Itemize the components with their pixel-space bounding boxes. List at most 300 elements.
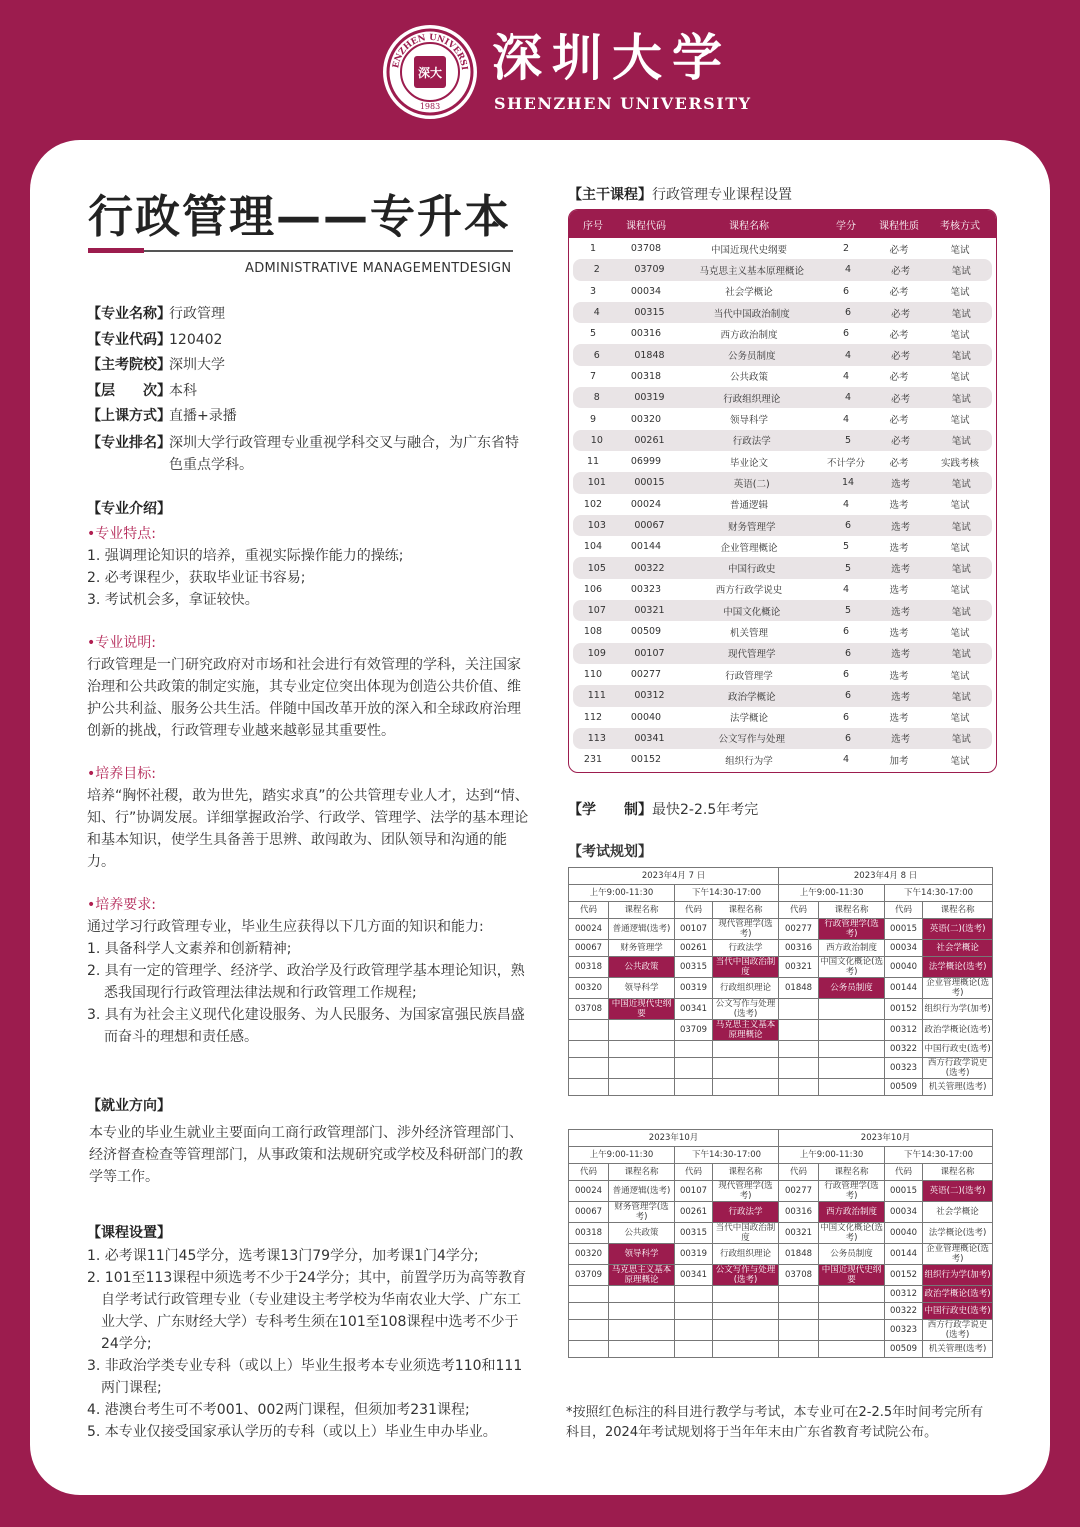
course-cell: 104 xyxy=(583,541,603,553)
exam-cell: 00024 xyxy=(569,919,609,940)
exam-cell: 上午9:00-11:30 xyxy=(569,1147,675,1164)
course-cell: 笔试 xyxy=(951,436,971,448)
main-courses-label: 【主干课程】行政管理专业课程设置 xyxy=(568,187,792,203)
exam-cell: 2023年4月 7 日 xyxy=(569,868,779,885)
course-cell: 5 xyxy=(842,541,850,553)
exam-cell: 03709 xyxy=(569,1265,609,1286)
course-cell: 00316 xyxy=(630,328,662,340)
goal-title: •培养目标: xyxy=(87,766,156,782)
exam-cell: 00277 xyxy=(779,1181,819,1202)
course-cell: 6 xyxy=(845,647,852,659)
exam-cell xyxy=(569,1286,609,1303)
course-row xyxy=(573,685,992,706)
course-cell: 公共政策 xyxy=(729,372,768,384)
exam-cell: 00067 xyxy=(569,1202,609,1223)
exam-cell: 下午14:30-17:00 xyxy=(885,1147,993,1164)
course-cell: 231 xyxy=(583,754,603,766)
exam-cell: 00509 xyxy=(885,1079,923,1096)
course-row xyxy=(573,557,992,578)
course-cell: 2 xyxy=(842,243,850,255)
exam-cell: 领导科学 xyxy=(609,978,675,999)
exam-cell xyxy=(569,1079,609,1096)
exam-cell: 03708 xyxy=(779,1265,819,1286)
exam-cell: 代码 xyxy=(675,1164,713,1181)
exam-row xyxy=(569,1079,993,1096)
course-cell: 中国近现代史纲要 xyxy=(710,244,787,256)
exam-cell: 课程名称 xyxy=(713,902,779,919)
course-cell: 00107 xyxy=(634,647,665,659)
exam-cell: 领导科学 xyxy=(609,1244,675,1265)
info-row: 【层 次】 本科 xyxy=(87,382,197,399)
course-cell: 6 xyxy=(845,690,852,702)
university-cn-name: 深圳大学 xyxy=(492,28,732,87)
course-table xyxy=(568,209,997,773)
course-cell: 00144 xyxy=(630,541,662,553)
exam-cell: 上午9:00-11:30 xyxy=(779,1147,885,1164)
exam-row xyxy=(569,1320,993,1341)
exam-row xyxy=(569,1303,993,1320)
course-cell: 选考 xyxy=(889,585,909,597)
course-cell: 中国行政史 xyxy=(727,564,776,576)
exam-cell: 2023年10月 xyxy=(569,1130,779,1147)
info-list xyxy=(87,302,532,476)
course-cell: 选考 xyxy=(889,670,909,682)
course-cell: 笔试 xyxy=(951,478,971,490)
course-cell: 3 xyxy=(589,285,597,297)
exam-cell: 00024 xyxy=(569,1181,609,1202)
course-cell: 00320 xyxy=(630,413,662,425)
intro-section xyxy=(87,498,532,1048)
course-cell: 西方政治制度 xyxy=(720,329,778,341)
course-cell: 笔试 xyxy=(950,585,970,597)
exam-row xyxy=(569,1341,993,1358)
course-cell: 00323 xyxy=(630,583,662,595)
exam-row xyxy=(569,1202,993,1223)
course-row xyxy=(573,302,992,323)
course-row xyxy=(569,621,996,642)
course-row xyxy=(573,600,992,621)
course-cell: 6 xyxy=(842,669,850,681)
seal-center: 深大 xyxy=(417,66,443,80)
course-cell: 6 xyxy=(842,711,850,723)
exam-cell: 课程名称 xyxy=(923,1164,993,1181)
exam-cell: 00320 xyxy=(569,978,609,999)
exam-cell: 行政法学 xyxy=(713,1202,779,1223)
course-row xyxy=(569,451,996,472)
course-cell: 106 xyxy=(583,583,603,595)
setup-item: 3. 非政治学类专业专科（或以上）毕业生报考本专业须选考110和111两门课程; xyxy=(87,1358,523,1396)
university-en-name: SHENZHEN UNIVERSITY xyxy=(494,94,752,113)
course-cell: 00015 xyxy=(634,477,665,489)
course-cell: 7 xyxy=(589,370,597,382)
feature-item: 1. 强调理论知识的培养，重视实际操作能力的操练; xyxy=(87,548,404,564)
course-cell: 必考 xyxy=(891,308,911,320)
exam-cell: 00107 xyxy=(675,1181,713,1202)
exam-cell xyxy=(779,1303,819,1320)
exam-cell: 行政管理学(选考) xyxy=(819,1181,885,1202)
course-row xyxy=(569,707,996,728)
exam-cell xyxy=(609,1286,675,1303)
course-cell: 4 xyxy=(845,264,852,276)
exam-cell: 代码 xyxy=(779,1164,819,1181)
exam-cell: 普通逻辑(选考) xyxy=(609,919,675,940)
exam-cell: 00316 xyxy=(779,940,819,957)
university-seal xyxy=(383,25,477,119)
course-cell: 笔试 xyxy=(950,287,970,299)
course-cell: 笔试 xyxy=(951,649,971,661)
req-intro: 通过学习行政管理专业，毕业生应获得以下几方面的知识和能力: xyxy=(87,919,484,935)
course-cell: 当代中国政治制度 xyxy=(713,308,790,320)
exam-row xyxy=(569,1020,993,1041)
course-cell: 笔试 xyxy=(950,670,970,682)
exam-cell: 公共政策 xyxy=(609,1223,675,1244)
exam-cell xyxy=(609,1341,675,1358)
exam-cell xyxy=(569,1041,609,1058)
course-row xyxy=(569,323,996,344)
course-cell: 笔试 xyxy=(951,521,971,533)
exam-cell xyxy=(569,1303,609,1320)
seal-year: 1983 xyxy=(419,102,441,111)
course-cell: 笔试 xyxy=(950,755,970,767)
career-heading: 【就业方向】 xyxy=(87,1098,171,1114)
exam-cell: 马克思主义基本原理概论 xyxy=(609,1265,675,1286)
duration-label: 【学 制】最快2-2.5年考完 xyxy=(568,802,759,818)
exam-cell: 01848 xyxy=(779,1244,819,1265)
exam-cell: 社会学概论 xyxy=(923,940,993,957)
exam-cell: 组织行为学(加考) xyxy=(923,999,993,1020)
setup-item: 2. 101至113课程中须选考不少于24学分；其中，前置学历为高等教育自学考试行政管理专业（专业建设主考学校为华南农业大学、广东工业大学、广东财经大学）专科考生须在101至108课程中选考不少于24学分; xyxy=(87,1270,527,1352)
exam-cell: 西方行政学说史(选考) xyxy=(923,1058,993,1079)
exam-cell xyxy=(675,1303,713,1320)
exam-cell xyxy=(713,1041,779,1058)
course-cell: 必考 xyxy=(889,457,909,469)
course-cell: 选考 xyxy=(891,606,911,618)
exam-cell: 西方行政学说史(选考) xyxy=(923,1320,993,1341)
course-cell: 00024 xyxy=(630,498,662,510)
course-cell: 机关管理 xyxy=(729,627,768,639)
exam-cell: 现代管理学(选考) xyxy=(713,919,779,940)
course-cell: 选考 xyxy=(891,649,911,661)
exam-cell: 00040 xyxy=(885,957,923,978)
seal-icon xyxy=(386,28,474,116)
exam-cell xyxy=(819,1286,885,1303)
req-title: •培养要求: xyxy=(87,897,156,913)
course-row xyxy=(573,259,992,280)
feature-item: 2. 必考课程少，获取毕业证书容易; xyxy=(87,570,306,586)
exam-cell xyxy=(609,1320,675,1341)
course-row xyxy=(569,366,996,387)
course-cell: 00321 xyxy=(634,605,665,617)
exam-cell xyxy=(819,1079,885,1096)
exam-cell: 00318 xyxy=(569,957,609,978)
info-row: 【专业名称】 行政管理 xyxy=(87,306,225,322)
course-cell: 00315 xyxy=(634,307,665,319)
exam-row xyxy=(569,999,993,1020)
intro-heading: 【专业介绍】 xyxy=(87,501,171,517)
req-item: 2. 具有一定的管理学、经济学、政治学及行政管理学基本理论知识，熟悉我国现行行政管理法律法规和行政管理工作规程; xyxy=(87,963,525,1001)
course-cell: 实践考核 xyxy=(940,457,979,469)
course-cell: 00319 xyxy=(634,392,665,404)
exam-cell xyxy=(819,999,885,1020)
exam-cell: 00315 xyxy=(675,957,713,978)
course-cell: 笔试 xyxy=(951,393,971,405)
course-cell: 102 xyxy=(583,498,603,510)
page-subtitle: ADMINISTRATIVE MANAGEMENTDESIGN xyxy=(245,261,512,276)
exam-cell: 代码 xyxy=(885,902,923,919)
course-cell: 笔试 xyxy=(951,691,971,703)
exam-cell: 00034 xyxy=(885,940,923,957)
course-cell: 笔试 xyxy=(951,308,971,320)
exam-cell: 财务管理学 xyxy=(609,940,675,957)
exam-cell: 中国文化概论(选考) xyxy=(820,1223,883,1243)
course-cell: 笔试 xyxy=(950,713,970,725)
exam-cell: 公共政策 xyxy=(609,957,675,978)
course-row xyxy=(573,728,992,749)
setup-item: 5. 本专业仅接受国家承认学历的专科（或以上）毕业生申办毕业。 xyxy=(87,1424,497,1440)
exam-cell: 课程名称 xyxy=(819,1164,885,1181)
course-cell: 必考 xyxy=(889,244,909,256)
exam-cell xyxy=(609,1079,675,1096)
exam-cell: 上午9:00-11:30 xyxy=(779,885,885,902)
course-cell: 笔试 xyxy=(950,329,970,341)
course-cell: 6 xyxy=(845,520,852,531)
exam-cell: 公务员制度 xyxy=(819,978,885,999)
course-cell: 笔试 xyxy=(950,627,970,639)
course-cell: 笔试 xyxy=(950,244,970,256)
exam-cell: 公文写作与处理(选考) xyxy=(713,1265,779,1286)
exam-cell xyxy=(713,1303,779,1320)
course-cell: 6 xyxy=(593,349,600,361)
course-cell: 政治学概论 xyxy=(727,691,776,703)
info-row: 【专业排名】 深圳大学行政管理专业重视学科交叉与融合，为广东省特色重点学科。 xyxy=(87,434,519,473)
course-cell: 00341 xyxy=(634,732,665,744)
exam-cell: 社会学概论 xyxy=(923,1202,993,1223)
course-cell: 00312 xyxy=(634,690,665,702)
course-cell: 108 xyxy=(583,626,603,638)
exam-row xyxy=(569,1181,993,1202)
course-cell: 103 xyxy=(587,520,606,531)
exam-cell: 企业管理概论(选考) xyxy=(923,978,993,999)
exam-row xyxy=(569,1244,993,1265)
exam-cell: 2023年10月 xyxy=(779,1130,993,1147)
course-cell: 101 xyxy=(587,477,606,489)
course-row xyxy=(569,408,996,429)
exam-cell xyxy=(675,1286,713,1303)
exam-row xyxy=(569,1058,993,1079)
exam-cell: 下午14:30-17:00 xyxy=(675,1147,779,1164)
exam-cell: 00034 xyxy=(885,1202,923,1223)
course-table-header: 序号 课程代码 课程名称 学分 课程性质 考核方式 xyxy=(569,210,996,238)
exam-cell: 中国文化概论(选考) xyxy=(820,957,883,977)
exam-cell: 00067 xyxy=(569,940,609,957)
course-cell: 5 xyxy=(845,562,852,574)
course-cell: 选考 xyxy=(889,713,909,725)
course-cell: 社会学概论 xyxy=(725,287,773,299)
exam-cell xyxy=(675,1058,713,1079)
exam-cell: 代码 xyxy=(569,902,609,919)
exam-cell xyxy=(609,1303,675,1320)
course-cell: 1 xyxy=(589,243,597,255)
exam-table-2 xyxy=(568,1129,993,1358)
exam-cell xyxy=(819,1020,885,1041)
career-section xyxy=(87,1095,532,1188)
exam-cell: 00040 xyxy=(885,1223,923,1244)
exam-cell: 00144 xyxy=(885,1244,923,1265)
course-cell: 00318 xyxy=(630,370,662,382)
course-cell: 03708 xyxy=(630,243,662,255)
exam-cell: 上午9:00-11:30 xyxy=(569,885,675,902)
exam-cell: 课程名称 xyxy=(609,1164,675,1181)
course-cell: 107 xyxy=(587,605,606,617)
exam-cell: 课程名称 xyxy=(819,902,885,919)
exam-cell: 00322 xyxy=(885,1041,923,1058)
exam-cell: 00015 xyxy=(885,1181,923,1202)
exam-cell: 03709 xyxy=(675,1020,713,1041)
exam-cell: 政治学概论(选考) xyxy=(923,1286,993,1303)
exam-cell: 01848 xyxy=(779,978,819,999)
course-cell: 法学概论 xyxy=(729,713,768,725)
course-cell: 笔试 xyxy=(951,564,971,576)
exam-row xyxy=(569,919,993,940)
exam-cell xyxy=(779,1058,819,1079)
setup-item: 4. 港澳台考生可不考001、002两门课程，但须加考231课程; xyxy=(87,1402,470,1418)
exam-cell xyxy=(713,1320,779,1341)
exam-cell: 00107 xyxy=(675,919,713,940)
exam-heading: 【考试规划】 xyxy=(568,844,652,860)
exam-cell xyxy=(675,1320,713,1341)
course-cell: 11 xyxy=(586,456,600,468)
course-row xyxy=(569,494,996,515)
exam-row xyxy=(569,940,993,957)
course-cell: 财务管理学 xyxy=(727,521,776,533)
course-cell: 英语(二) xyxy=(733,478,770,490)
course-row xyxy=(569,579,996,600)
course-cell: 笔试 xyxy=(950,415,970,427)
exam-cell xyxy=(819,1303,885,1320)
course-cell: 笔试 xyxy=(950,500,970,512)
exam-cell xyxy=(569,1320,609,1341)
course-cell: 必考 xyxy=(889,329,909,341)
info-row: 【专业代码】 120402 xyxy=(87,331,223,348)
course-cell: 普通逻辑 xyxy=(729,500,768,512)
goal-text: 培养“胸怀社稷，敢为世先，踏实求真”的公共管理专业人才，达到“情、知、行”协调发展。详细掌握政治学、行政学、管理学、法学的基本理论和基本知识，使学生具备善于思辨、敢闯敢为、团队领导和沟通的能力。 xyxy=(87,788,529,870)
exam-cell xyxy=(819,1041,885,1058)
exam-cell: 组织行为学(加考) xyxy=(923,1265,993,1286)
exam-cell: 西方政治制度 xyxy=(819,940,885,957)
course-cell: 5 xyxy=(845,605,852,617)
exam-cell: 00312 xyxy=(885,1286,923,1303)
title-accent xyxy=(88,248,144,253)
course-cell: 6 xyxy=(842,626,850,638)
course-cell: 不计学分 xyxy=(826,457,865,469)
exam-cell: 中国近现代史纲要 xyxy=(609,999,675,1020)
course-cell: 公务员制度 xyxy=(727,351,776,363)
exam-cell: 当代中国政治制度 xyxy=(713,957,779,978)
course-cell: 选考 xyxy=(889,500,909,512)
exam-cell: 00318 xyxy=(569,1223,609,1244)
exam-cell: 00321 xyxy=(779,1223,819,1244)
course-cell: 4 xyxy=(593,307,600,319)
exam-cell: 下午14:30-17:00 xyxy=(885,885,993,902)
exam-cell: 法学概论(选考) xyxy=(923,957,993,978)
course-cell: 9 xyxy=(589,413,597,425)
exam-cell: 下午14:30-17:00 xyxy=(675,885,779,902)
exam-cell: 中国行政史(选考) xyxy=(923,1303,993,1320)
exam-cell: 企业管理概论(选考) xyxy=(923,1244,993,1265)
setup-item: 1. 必考课11门45学分，选考课13门79学分，加考课1门4学分; xyxy=(87,1248,479,1264)
exam-cell xyxy=(675,1079,713,1096)
exam-cell xyxy=(779,1286,819,1303)
course-cell: 选考 xyxy=(891,478,911,490)
footnote: *按照红色标注的科目进行教学与考试，本专业可在2-2.5年时间考完所有科目，2024年考试规划将于当年年末由广东省教育考试院公布。 xyxy=(566,1405,984,1440)
exam-cell xyxy=(779,1020,819,1041)
exam-cell: 政治学概论(选考) xyxy=(923,1020,993,1041)
exam-cell xyxy=(713,1341,779,1358)
exam-row xyxy=(569,1041,993,1058)
exam-cell xyxy=(779,1320,819,1341)
exam-cell: 课程名称 xyxy=(713,1164,779,1181)
exam-row xyxy=(569,1286,993,1303)
course-row xyxy=(573,430,992,451)
course-row xyxy=(573,643,992,664)
exam-cell: 马克思主义基本原理概论 xyxy=(713,1020,779,1041)
course-row xyxy=(573,472,992,493)
course-cell: 选考 xyxy=(889,627,909,639)
course-cell: 4 xyxy=(842,754,850,766)
course-row xyxy=(569,238,996,259)
exam-cell xyxy=(713,1079,779,1096)
course-cell: 笔试 xyxy=(951,734,971,746)
req-item: 3. 具有为社会主义现代化建设服务、为人民服务、为国家富强民族昌盛而奋斗的理想和责任感。 xyxy=(87,1007,525,1045)
exam-cell xyxy=(569,1020,609,1041)
course-cell: 4 xyxy=(842,583,850,595)
course-cell: 笔试 xyxy=(951,351,971,363)
info-row: 【主考院校】 深圳大学 xyxy=(87,357,225,373)
exam-cell: 00319 xyxy=(675,978,713,999)
course-cell: 必考 xyxy=(891,265,911,277)
exam-cell xyxy=(675,1341,713,1358)
header xyxy=(0,0,1080,140)
course-cell: 00509 xyxy=(630,626,662,638)
exam-cell: 行政法学 xyxy=(713,940,779,957)
course-cell: 5 xyxy=(845,434,852,446)
course-cell: 行政管理学 xyxy=(725,670,773,682)
exam-cell: 00277 xyxy=(779,919,819,940)
course-cell: 109 xyxy=(587,647,606,659)
course-cell: 企业管理概论 xyxy=(720,542,778,554)
course-cell: 组织行为学 xyxy=(725,755,773,767)
course-row xyxy=(569,281,996,302)
exam-cell: 00323 xyxy=(885,1058,923,1079)
exam-cell xyxy=(819,1320,885,1341)
exam-cell: 代码 xyxy=(779,902,819,919)
info-row: 【上课方式】 直播+录播 xyxy=(87,408,237,424)
course-cell: 必考 xyxy=(889,287,909,299)
exam-cell: 公文写作与处理(选考) xyxy=(713,999,779,1020)
setup-heading: 【课程设置】 xyxy=(87,1225,171,1241)
exam-cell xyxy=(609,1058,675,1079)
exam-cell: 00015 xyxy=(885,919,923,940)
exam-cell: 03708 xyxy=(569,999,609,1020)
course-cell: 6 xyxy=(842,285,850,297)
career-text: 本专业的毕业生就业主要面向工商行政管理部门、涉外经济管理部门、经济督查检查等管理部门，从事政策和法规研究或学校及科研部门的教学等工作。 xyxy=(89,1125,523,1185)
course-row xyxy=(569,749,996,770)
exam-cell: 行政组织理论 xyxy=(713,978,779,999)
course-cell: 选考 xyxy=(889,542,909,554)
exam-cell xyxy=(779,1041,819,1058)
feature-item: 3. 考试机会多，拿证较快。 xyxy=(87,592,259,608)
exam-cell: 00341 xyxy=(675,999,713,1020)
